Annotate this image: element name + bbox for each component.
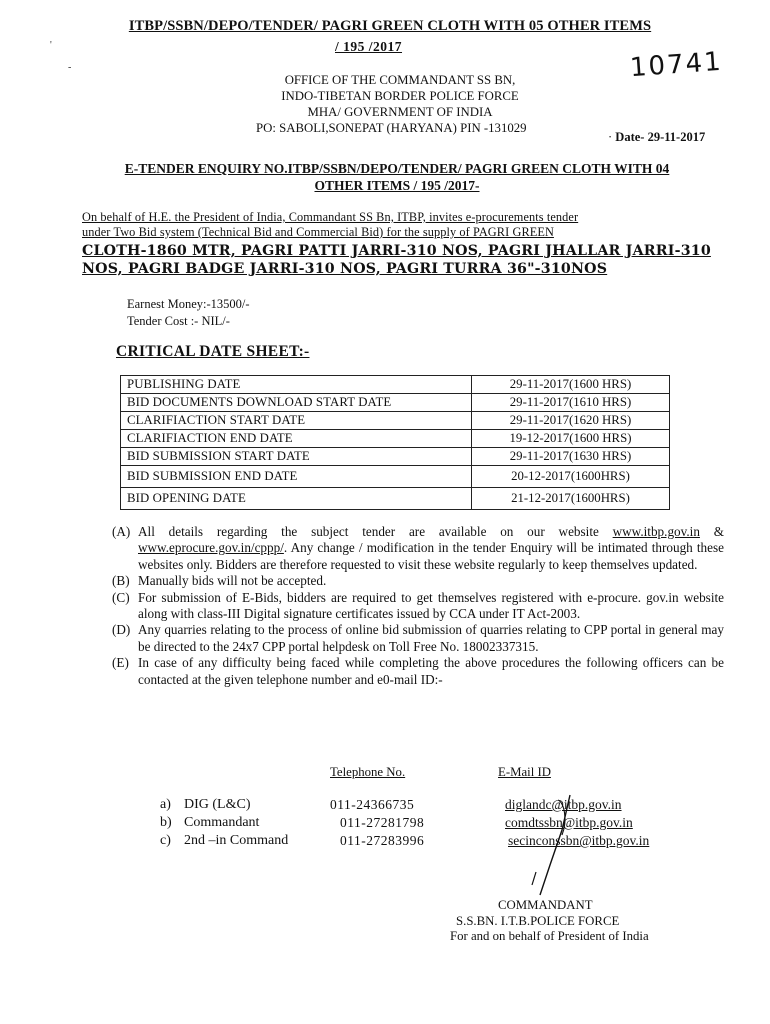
note-b: [112, 573, 724, 589]
office-address: [250, 72, 550, 136]
table-row: [121, 430, 670, 448]
note-text-part: &: [699, 524, 724, 539]
contact-index: a): [160, 797, 171, 812]
date-value: 29-11-2017(1610 HRS): [472, 394, 670, 412]
note-a: [112, 524, 724, 573]
contact-role: Commandant: [184, 815, 260, 830]
date-value: 29-11-2017(1620 HRS): [472, 412, 670, 430]
tender-title: [74, 160, 720, 194]
intro-line: On behalf of H.E. the President of India, Commandant SS Bn, ITBP, invites e-procurements tender: [82, 210, 579, 224]
note-e: [112, 655, 724, 688]
contact-index: b): [160, 815, 172, 830]
signatory-unit: S.S.BN. I.T.B.POLICE FORCE: [456, 913, 620, 928]
intro-paragraph: [82, 210, 722, 240]
contact-index: c): [160, 833, 171, 848]
note-text: [138, 524, 724, 573]
contact-email[interactable]: comdtssbn@itbp.gov.in: [505, 815, 633, 830]
date-value: 29-11-2017(1600 HRS): [472, 376, 670, 394]
note-label: (E): [112, 655, 129, 671]
earnest-money: Earnest Money:-13500/-: [127, 297, 250, 311]
note-text: Manually bids will not be accepted.: [138, 573, 327, 589]
website-link-eprocure[interactable]: www.eprocure.gov.in/cppp/: [138, 540, 284, 556]
email-header: E-Mail ID: [498, 765, 551, 779]
date-value: 29-11-2017(1630 HRS): [472, 448, 670, 466]
critical-date-heading: CRITICAL DATE SHEET:-: [116, 343, 310, 360]
date-value: 21-12-2017(1600HRS): [472, 488, 670, 510]
note-text-part: All details regarding the subject tender are available on our website: [138, 524, 613, 539]
contact-telephone: 011-27281798: [340, 815, 425, 830]
note-label: (C): [112, 589, 130, 605]
office-line: OFFICE OF THE COMMANDANT SS BN,: [284, 73, 516, 87]
table-row: [121, 412, 670, 430]
table-row: [121, 394, 670, 412]
table-row: [121, 376, 670, 394]
table-row: [121, 448, 670, 466]
telephone-header: Telephone No.: [330, 765, 406, 779]
critical-date-table: [120, 375, 670, 510]
signature-stroke: [520, 790, 600, 910]
date-label: BID SUBMISSION END DATE: [121, 466, 472, 488]
date-label: CLARIFIACTION END DATE: [121, 430, 472, 448]
contact-role: 2nd –in Command: [184, 833, 289, 848]
document-date: · Date- 29-11-2017: [608, 130, 705, 145]
tender-cost: Tender Cost :- NIL/-: [127, 314, 230, 328]
office-line: PO: SABOLI,SONEPAT (HARYANA) PIN -131029: [256, 121, 527, 135]
tender-title-line: E-TENDER ENQUIRY NO.ITBP/SSBN/DEPO/TENDER/ PAGRI GREEN CLOTH WITH 04: [124, 161, 670, 176]
date-label: BID SUBMISSION START DATE: [121, 448, 472, 466]
contact-email[interactable]: secinconssbn@itbp.gov.in: [508, 833, 650, 848]
contact-email[interactable]: diglandc@itbp.gov.in: [505, 797, 622, 812]
date-label: BID OPENING DATE: [121, 488, 472, 510]
date-value: 20-12-2017(1600HRS): [472, 466, 670, 488]
scan-mark: -: [68, 62, 72, 73]
scan-mark: ': [50, 40, 52, 51]
date-label: PUBLISHING DATE: [121, 376, 472, 394]
note-label: (B): [112, 573, 130, 589]
note-text: In case of any difficulty being faced while completing the above procedures the following officers can be contacted at the given telephone number and e0-mail ID:-: [138, 655, 724, 687]
signatory-title: COMMANDANT: [498, 898, 593, 912]
note-text: Any quarries relating to the process of online bid submission of quarries relating to CPP portal in general may be directed to the 24x7 CPP portal helpdesk on Toll Free No. 18002337315.: [138, 622, 724, 654]
note-c: [112, 590, 724, 623]
contact-telephone: 011-27283996: [340, 833, 425, 848]
office-line: MHA/ GOVERNMENT OF INDIA: [307, 105, 493, 119]
date-value: 19-12-2017(1600 HRS): [472, 430, 670, 448]
office-line: INDO-TIBETAN BORDER POLICE FORCE: [281, 89, 519, 103]
handwritten-number: 10741: [629, 46, 724, 84]
reference-number: / 195 /2017: [335, 39, 403, 54]
note-text: For submission of E-Bids, bidders are required to get themselves registered with e-procure. gov.in website along with class-III Digital signature certificates issued by CCA under IT Act-2003.: [138, 589, 724, 622]
document-title: ITBP/SSBN/DEPO/TENDER/ PAGRI GREEN CLOTH WITH 05 OTHER ITEMS: [128, 18, 652, 34]
contact-telephone: 011-24366735: [330, 797, 415, 812]
note-label: (A): [112, 524, 131, 539]
table-row: [121, 488, 670, 510]
signature-block: [450, 898, 690, 945]
website-link-itbp[interactable]: www.itbp.gov.in: [612, 524, 700, 539]
date-label: BID DOCUMENTS DOWNLOAD START DATE: [121, 394, 472, 412]
intro-line: under Two Bid system (Technical Bid and Commercial Bid) for the supply of PAGRI GREEN: [82, 225, 554, 239]
tender-title-line: OTHER ITEMS / 195 /2017-: [314, 178, 480, 193]
table-row: [121, 466, 670, 488]
notes-section: [112, 524, 724, 688]
items-list: CLOTH-1860 MTR, PAGRI PATTI JARRI-310 NOS, PAGRI JHALLAR JARRI-310 NOS, PAGRI BADGE JARRI-310 NOS, PAGRI TURRA 36"-310NOS: [82, 243, 711, 277]
note-label: (D): [112, 622, 131, 638]
note-d: [112, 622, 724, 655]
note-text-part: . Any change / modification in the tender Enquiry will be intimated through these websites only. Bidders are therefore requested to visit these website regularly to keep themselves updated.: [138, 540, 724, 572]
signatory-authority: For and on behalf of President of India: [450, 929, 649, 943]
contact-role: DIG (L&C): [184, 797, 251, 812]
date-label: CLARIFIACTION START DATE: [121, 412, 472, 430]
fees: [127, 296, 250, 330]
